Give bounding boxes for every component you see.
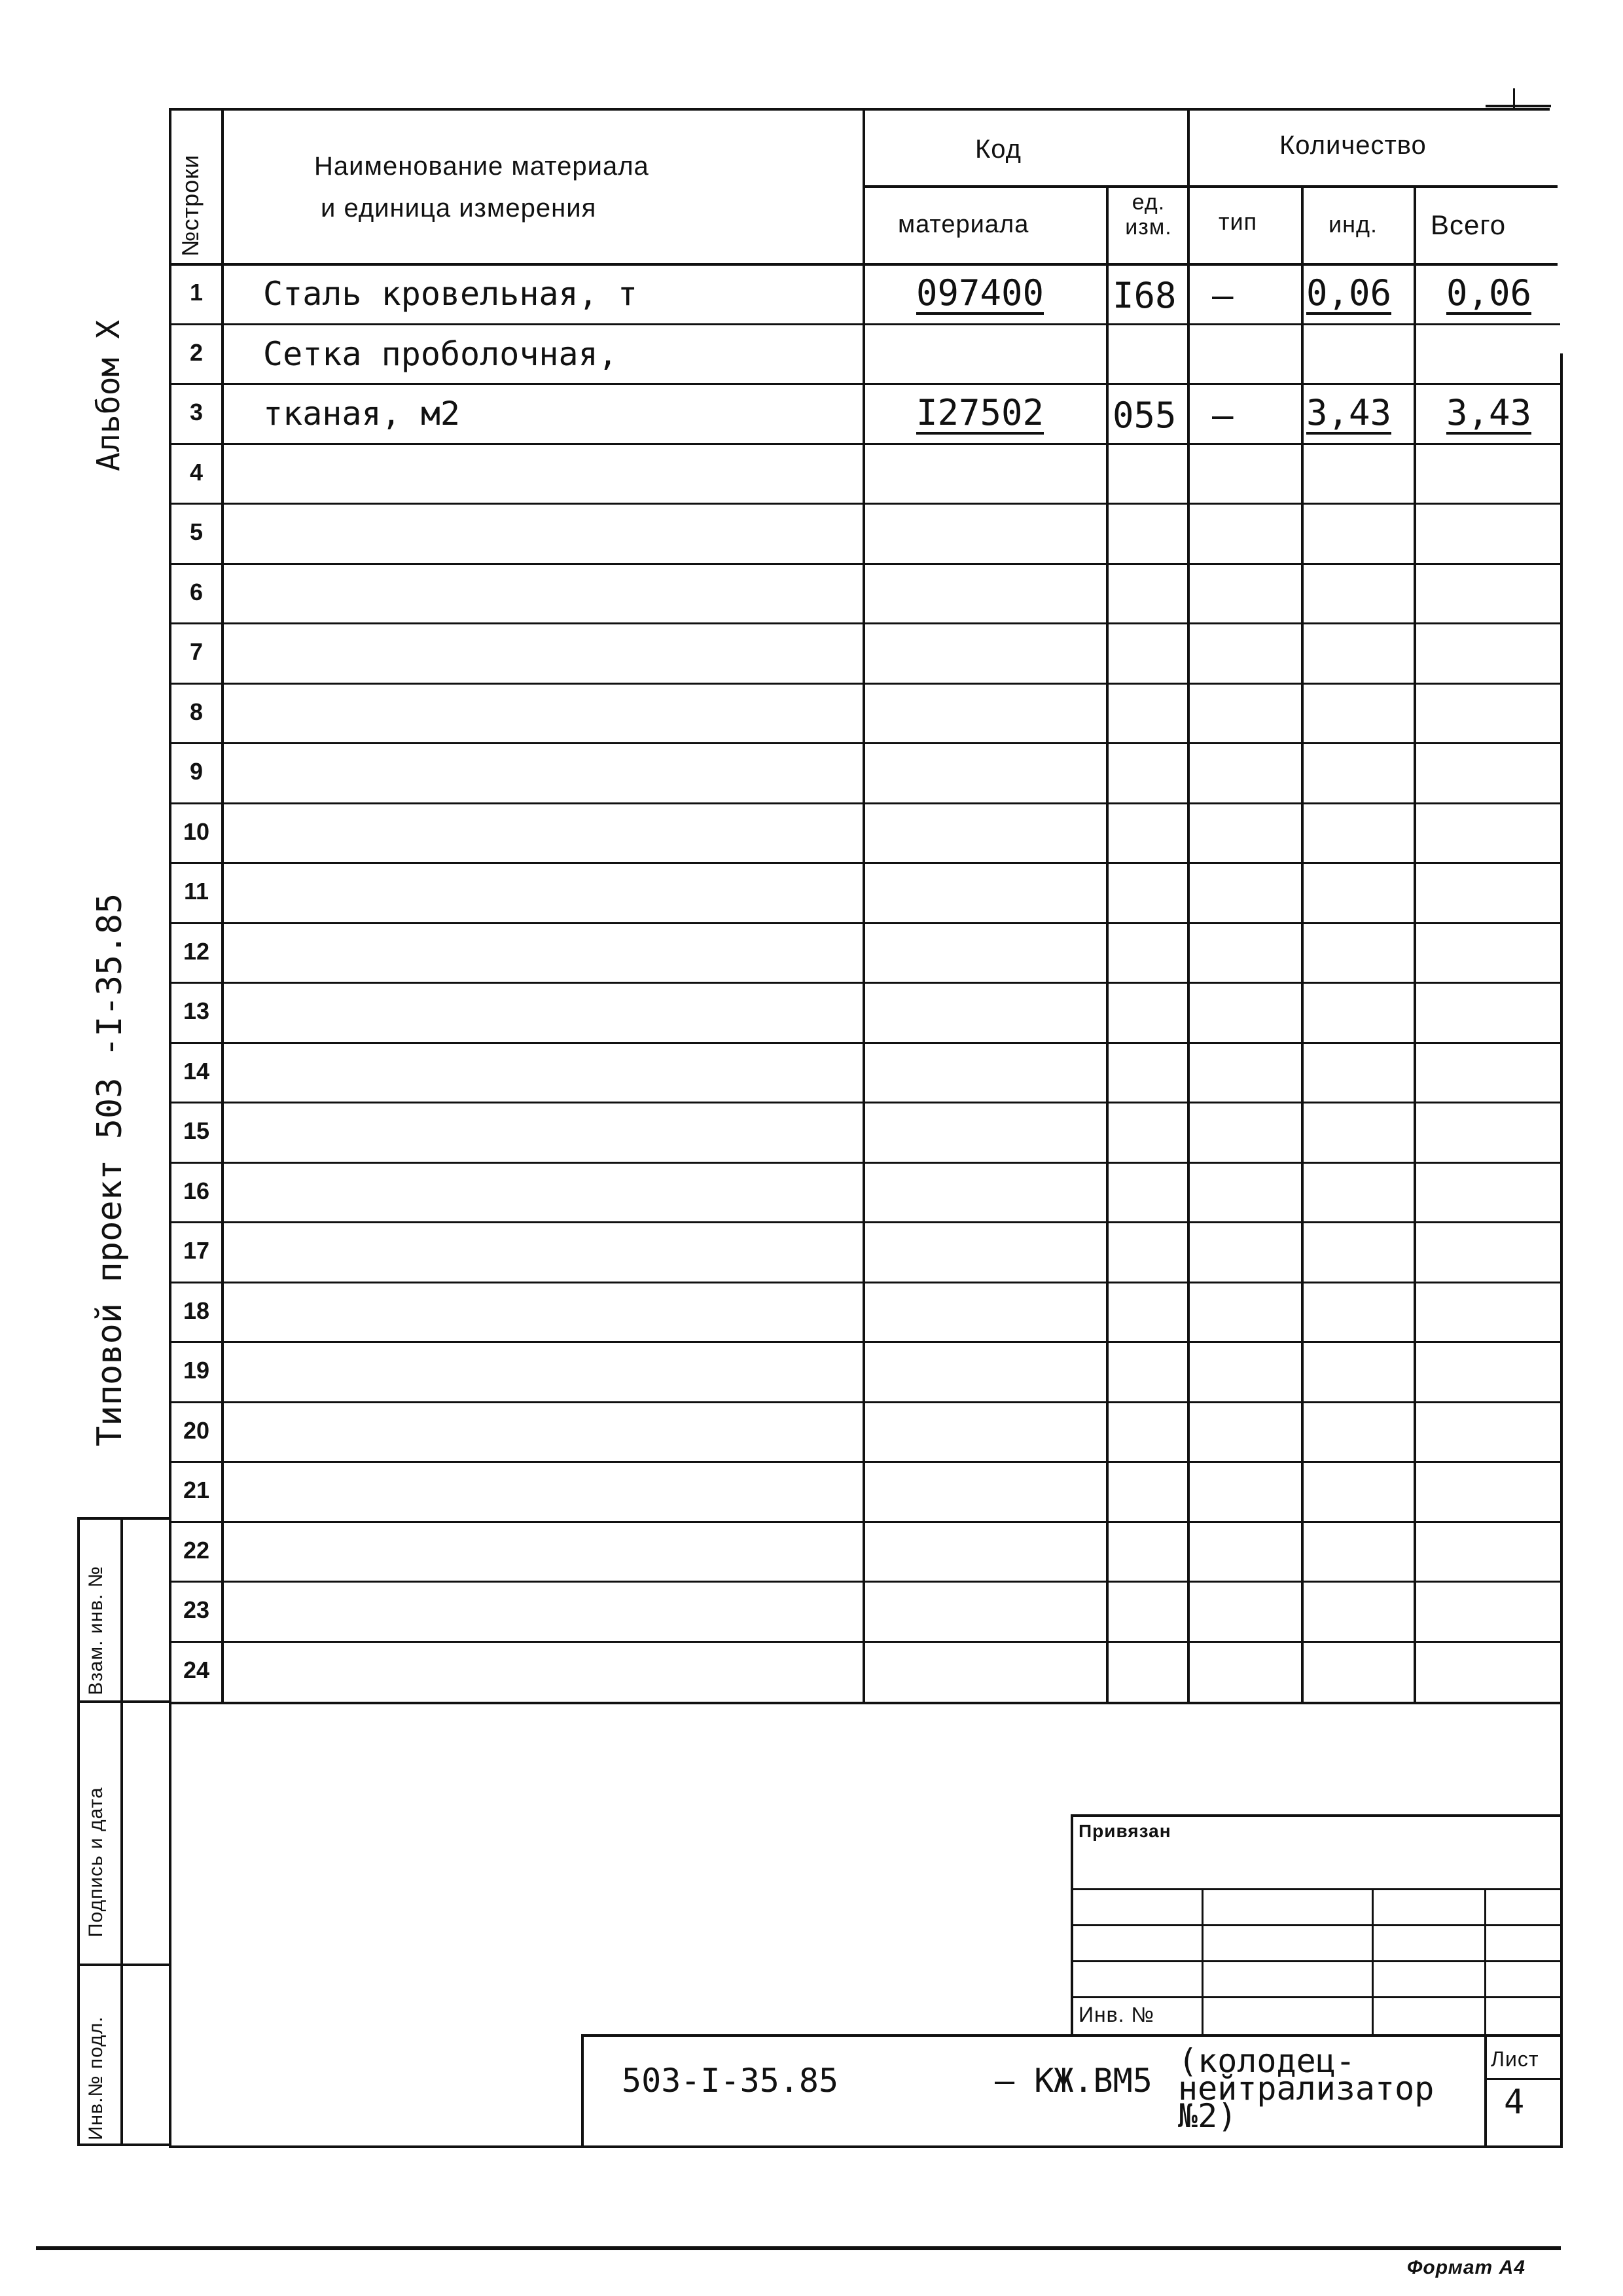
row-line bbox=[169, 1282, 1560, 1283]
row-number: 9 bbox=[189, 758, 204, 785]
cell-unit: I68 bbox=[1113, 275, 1177, 316]
row-line bbox=[169, 1162, 1560, 1164]
row-number: 23 bbox=[183, 1596, 210, 1623]
row-number: 16 bbox=[183, 1177, 210, 1204]
row-number: 6 bbox=[189, 579, 204, 605]
row-number: 17 bbox=[183, 1237, 210, 1264]
row-line bbox=[169, 1521, 1560, 1523]
row-number: 18 bbox=[183, 1297, 210, 1324]
row-line bbox=[169, 1042, 1560, 1044]
row-line bbox=[169, 383, 1560, 385]
inv-no-label: Инв. № bbox=[1079, 2003, 1154, 2026]
project-label: Типовой проект 503 -I-35.85 bbox=[90, 893, 130, 1446]
header-row-number: №строки bbox=[177, 154, 204, 257]
doc-title: (колодец-нейтрализатор №2) bbox=[1178, 2042, 1435, 2135]
cell-name: тканая, м2 bbox=[263, 395, 461, 433]
row-line bbox=[169, 1461, 1560, 1463]
cell-type: – bbox=[1212, 275, 1234, 316]
row-number: 12 bbox=[183, 938, 210, 965]
row-number: 7 bbox=[189, 638, 204, 665]
row-number: 24 bbox=[183, 1657, 210, 1683]
row-number: 11 bbox=[183, 878, 209, 905]
header-qty-group: Количество bbox=[1279, 131, 1427, 160]
cell-type: – bbox=[1212, 395, 1234, 436]
cell-total: 3,43 bbox=[1446, 392, 1532, 433]
cell-unit: 055 bbox=[1113, 395, 1177, 436]
row-line bbox=[169, 1581, 1560, 1583]
row-number: 14 bbox=[183, 1058, 210, 1085]
header-name-line1: Наименование материала bbox=[314, 152, 649, 181]
row-line bbox=[169, 563, 1560, 565]
row-line bbox=[169, 1221, 1560, 1223]
row-number: 13 bbox=[183, 997, 210, 1024]
row-line bbox=[169, 443, 1560, 445]
row-line bbox=[169, 982, 1560, 984]
row-line bbox=[169, 622, 1560, 624]
row-number: 10 bbox=[183, 818, 210, 845]
footer-rule bbox=[36, 2246, 1561, 2250]
stamp-replace-inv: Взам. инв. № bbox=[85, 1566, 107, 1695]
cell-ind: 0,06 bbox=[1306, 272, 1392, 314]
row-line bbox=[169, 1341, 1560, 1343]
album-label: Альбом X bbox=[90, 319, 127, 471]
stamp-orig-inv: Инв.№ подл. bbox=[85, 2016, 107, 2140]
header-type: тип bbox=[1219, 208, 1258, 235]
row-line bbox=[169, 503, 1560, 505]
header-unit: ед. изм. bbox=[1125, 190, 1172, 240]
row-line bbox=[169, 1102, 1560, 1103]
row-number: 15 bbox=[183, 1117, 210, 1144]
row-number: 5 bbox=[189, 518, 204, 545]
attached-label: Привязан bbox=[1079, 1821, 1171, 1841]
row-number: 8 bbox=[189, 698, 204, 725]
row-number: 3 bbox=[189, 399, 204, 425]
row-number: 19 bbox=[183, 1357, 210, 1384]
doc-code: 503-I-35.85 bbox=[622, 2062, 839, 2100]
header-material: материала bbox=[898, 211, 1029, 238]
row-number: 22 bbox=[183, 1537, 210, 1564]
format-label: Формат А4 bbox=[1407, 2257, 1525, 2278]
header-code-group: Код bbox=[975, 135, 1022, 164]
row-number: 4 bbox=[189, 459, 204, 486]
row-number: 2 bbox=[189, 339, 204, 366]
sheet-number: 4 bbox=[1504, 2083, 1525, 2122]
cell-name: Сетка проболочная, bbox=[263, 335, 618, 373]
row-line bbox=[169, 922, 1560, 924]
header-ind: инд. bbox=[1329, 211, 1378, 238]
cell-code: 097400 bbox=[916, 272, 1044, 314]
row-line bbox=[169, 683, 1560, 685]
row-line bbox=[169, 802, 1560, 804]
cell-name: Сталь кровельная, т bbox=[263, 275, 637, 313]
header-name-line2: и единица измерения bbox=[321, 194, 597, 223]
doc-mark: – КЖ.ВМ5 bbox=[995, 2062, 1152, 2100]
row-number: 21 bbox=[183, 1477, 210, 1503]
row-number: 1 bbox=[189, 279, 204, 306]
cell-total: 0,06 bbox=[1446, 272, 1532, 314]
row-line bbox=[169, 862, 1560, 864]
row-line bbox=[169, 1401, 1560, 1403]
row-number: 20 bbox=[183, 1417, 210, 1444]
row-line bbox=[169, 742, 1560, 744]
sheet-label: Лист bbox=[1491, 2047, 1539, 2071]
header-total: Всего bbox=[1431, 209, 1507, 240]
cell-code: I27502 bbox=[916, 392, 1044, 433]
row-line bbox=[169, 323, 1560, 325]
stamp-signature-date: Подпись и дата bbox=[85, 1787, 107, 1937]
row-line bbox=[169, 1641, 1560, 1643]
cell-ind: 3,43 bbox=[1306, 392, 1392, 433]
